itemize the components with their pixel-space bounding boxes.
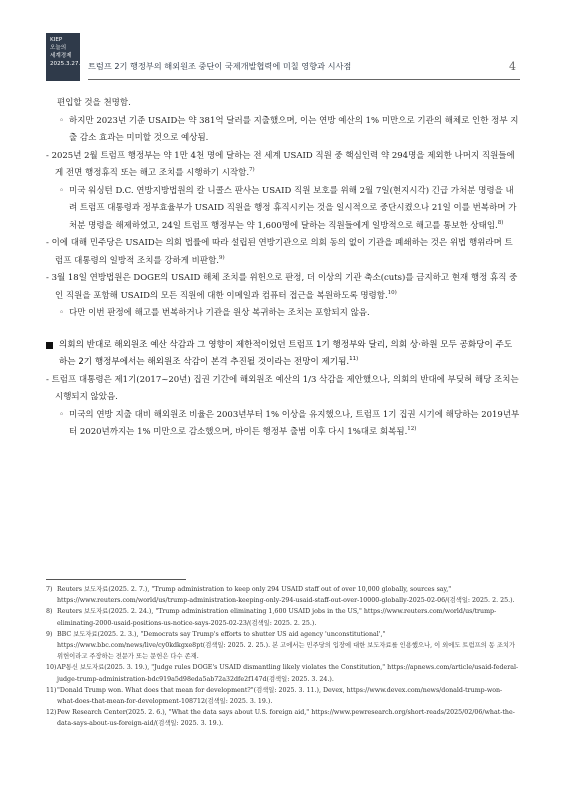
- footnote-number: 7): [46, 586, 53, 593]
- footnote-number: 8): [46, 608, 53, 616]
- paragraph-continuation: 편입할 것을 천명함.: [57, 98, 131, 108]
- dash-item: - 이에 대해 민주당은 USAID는 의회 법률에 따라 설립된 연방기관으로 의회 동의 없이 기관을 폐쇄하는 것은 위법 행위라며 트럼프 대통령의 일방적 조치를 강하게 비판함.$^{9)}$: [46, 238, 513, 266]
- circle-bullet-icon: ◦: [59, 115, 65, 126]
- section-heading-bullet: 의회의 반대로 해외원조 예산 삭감과 그 영향이 제한적이었던 트럼프 1기 행정부와 달리, 의회 상·하원 모두 공화당이 주도하는 2기 행정부에서는 해외원조 삭감이 본격 추진될 것이라는 전망이 제기됨.$^{11)}$: [46, 337, 520, 372]
- badge-line: 2025.3.27.: [50, 61, 81, 67]
- footnote: [46, 662, 520, 684]
- footnote: [46, 707, 520, 729]
- footnote-number: 9): [46, 630, 53, 638]
- circle-bullet-icon: ◦: [59, 185, 65, 196]
- badge-line: KIEP: [50, 37, 63, 43]
- footnote-ref: 12): [407, 426, 417, 433]
- square-bullet-icon: [46, 342, 53, 349]
- dash-item: - 2025년 2월 트럼프 행정부는 약 1만 4천 명에 달하는 전 세계 USAID 직원 중 핵심인력 약 294명을 제외한 나머지 직원들에게 전면 행정휴직 또는 해고 조치를 시행하기 시작함.$^{7)}$: [46, 150, 515, 178]
- footnote-ref: 10): [387, 289, 397, 296]
- footnote-text: Reuters 보도자료(2025. 2. 24.), "Trump administration eliminating 1,600 USAID jobs in the US," https://www.reuters.com/world/us/trump-eliminating-2000-usaid-positions-us-notice-says-2025-02-23/(검색일: 2025. 2. 25.).: [57, 608, 497, 627]
- footnote-text: AP통신 보도자료(2025. 3. 19.), "Judge rules DOGE's USAID dismantling likely violates the Constitution," https://apnews.com/article/usaid-federal-judge-trump-administration-bdc919a5d98eda5ab72a32dfe2f147d(검색일: 2025. 3. 24.).: [57, 664, 519, 683]
- footnote-number: 10): [46, 664, 57, 672]
- main-body: [46, 95, 520, 442]
- footnote-number: 11): [46, 686, 57, 694]
- footnote-ref: 9): [219, 254, 225, 261]
- badge-line: 세계경제: [50, 53, 72, 59]
- running-title: 트럼프 2기 행정부의 해외원조 중단이 국제개발협력에 미칠 영향과 시사점: [88, 61, 352, 71]
- footnote-text: BBC 보도자료(2025. 2. 3.), "Democrats say Trump's efforts to shutter US aid agency 'unconstitutional'," https://www.bbc.com/news/live/cy0kdkgxe8pt(검색일: 2025. 2. 25.). 본 고에서는 민주당의 입장에 대한 보도자료를 인용했으나, 이 외에도 트럼프의 동 조치가 위헌이라고 주장하는 전문가 또는 문헌은 다수 존재.: [57, 630, 516, 661]
- sub-bullet: ◦ 하지만 2023년 기준 USAID는 약 381억 달러를 지출했으며, 이는 연방 예산의 1% 미만으로 기관의 해체로 인한 정부 지출 감소 효과는 미미할 것으로 예상됨.: [46, 113, 520, 148]
- footnote-text: Reuters 보도자료(2025. 2. 7.), "Trump administration to keep only 294 USAID staff out of over 10,000 globally, sources say," https://www.reuters.com/world/us/trump-administration-keeping-only-294-usaid-staff-out-over-10000-globally-2025-02-06/(검색일: 2025. 2. 25.).: [57, 586, 515, 605]
- footnote: [46, 584, 520, 606]
- sub-bullet: ◦ 다만 이번 판정에 해고를 번복하거나 기관을 원상 복귀하는 조치는 포함되지 않음.: [46, 305, 520, 323]
- publication-badge: [46, 33, 80, 81]
- footnote-rule: [46, 579, 186, 580]
- footnote-text: Pew Research Center(2025. 2. 6.), "What the data says about U.S. foreign aid," https://www.pewresearch.org/short-reads/2025/02/06/what-the-data-says-about-us-foreign-aid/(검색일: 2025. 3. 19.).: [57, 709, 515, 728]
- dash-item: - 3월 18일 연방법원은 DOGE의 USAID 해체 조치를 위헌으로 판정, 더 이상의 기관 축소(cuts)를 금지하고 현재 행정 휴직 중인 직원을 포함해 USAID의 모든 직원에 대한 이메일과 컴퓨터 접근을 복원하도록 명령함.$^{10)}$: [46, 273, 518, 301]
- circle-bullet-icon: ◦: [59, 409, 65, 420]
- page-number: 4: [509, 60, 516, 73]
- footnote: [46, 629, 520, 663]
- footnote-ref: 8): [497, 219, 504, 226]
- footnote: [46, 606, 520, 628]
- footnote-ref: 11): [349, 356, 359, 363]
- badge-line: 오늘의: [50, 45, 67, 51]
- dash-item: - 트럼프 대통령은 제1기(2017~20년) 집권 기간에 해외원조 예산의 1/3 삭감을 제안했으나, 의회의 반대에 부딪혀 해당 조치는 시행되지 않았음.: [46, 374, 519, 402]
- sub-bullet: ◦ 미국의 연방 지출 대비 해외원조 비율은 2003년부터 1% 이상을 유지했으나, 트럼프 1기 집권 시기에 해당하는 2019년부터 2020년까지는 1% 미만으로 감소했으며, 바이든 행정부 출범 이후 다시 1%대로 회복됨.$^{12)}$: [46, 407, 520, 442]
- footnote-number: 12): [46, 709, 57, 717]
- footnote: [46, 685, 520, 707]
- footnotes: [46, 584, 520, 730]
- footnote-text: "Donald Trump won. What does that mean for development?"(검색일: 2025. 3. 11.), Devex, https://www.devex.com/news/donald-trump-won-what-does-that-mean-for-development-108712(검색일: 2025. 3. 19.).: [57, 686, 503, 706]
- sub-bullet: ◦ 미국 워싱턴 D.C. 연방지방법원의 칼 니콜스 판사는 USAID 직원 보호를 위해 2월 7일(현지시각) 긴급 가처분 명령을 내려 트럼프 대통령과 정부효율부가 USAID 직원을 행정 휴직시키는 것을 일시적으로 중단시켰으나 21일 이를 번복하며 가처분 명령을 해제하였고, 24일 트럼프 행정부는 약 1,600명에 달하는 직원들에게 일방적으로 해고를 통보한 상태임.$^{8)}$: [46, 183, 520, 236]
- circle-bullet-icon: ◦: [59, 308, 65, 318]
- header-rule: [88, 79, 520, 80]
- footnote-ref: 7): [249, 167, 255, 174]
